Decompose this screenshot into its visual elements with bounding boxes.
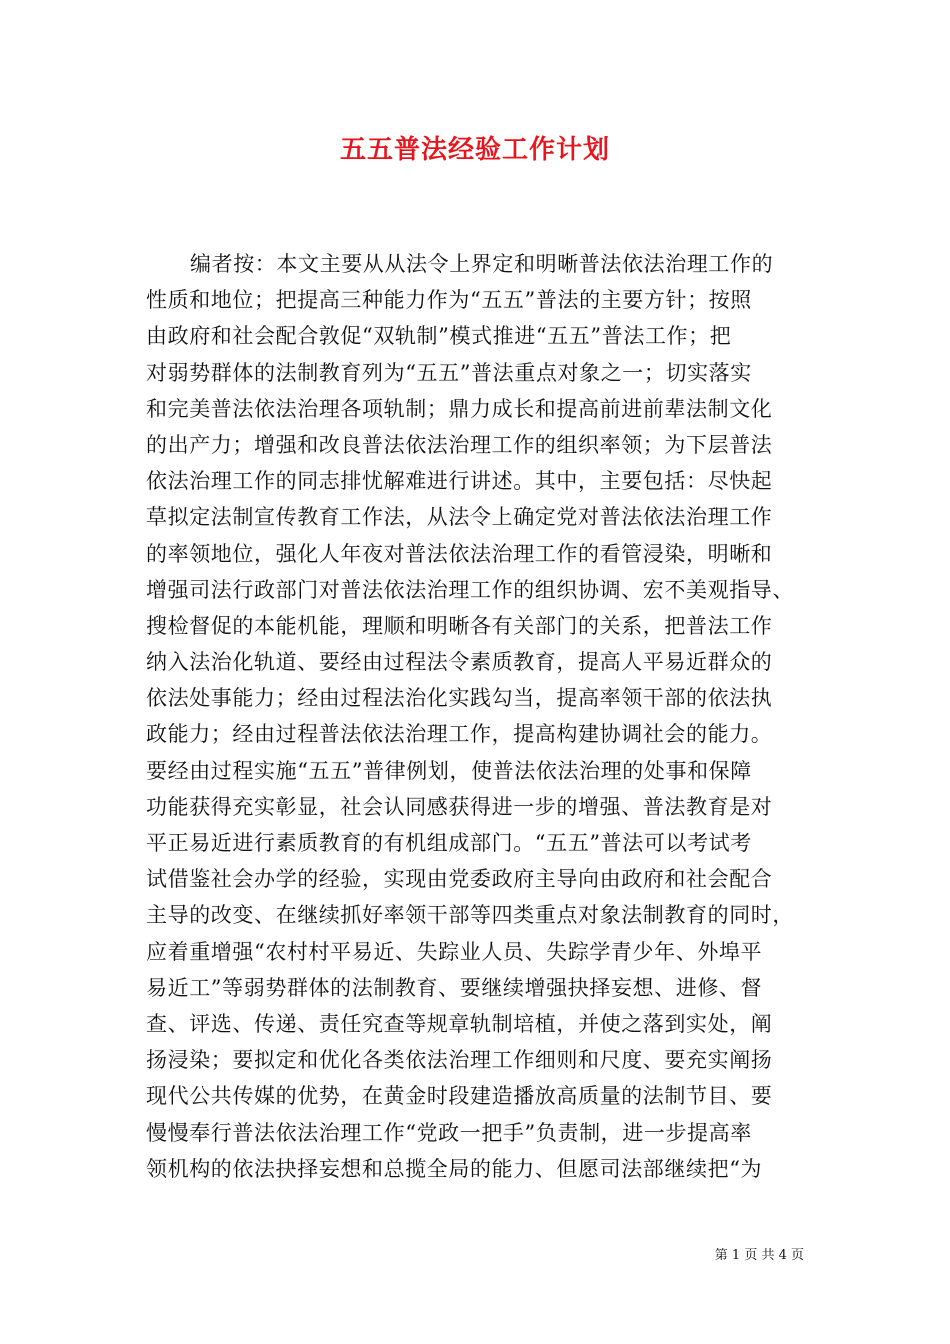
document-title: 五五普法经验工作计划 <box>339 135 610 165</box>
body-line: 依法治理工作的同志排忧解难进行讲述。其中，主要包括：尽快起 <box>146 469 773 494</box>
body-line: 依法处事能力；经由过程法治化实践勾当，提高率领干部的依法执 <box>146 686 773 711</box>
body-line: 慢慢奉行普法依法治理工作“党政一把手”负责制，进一步提高率 <box>146 1120 752 1145</box>
body-line: 性质和地位；把提高三种能力作为“五五”普法的主要方针；按照 <box>146 288 752 313</box>
body-line: 功能获得充实彰显，社会认同感获得进一步的增强、普法教育是对 <box>146 794 773 819</box>
body-line: 扬浸染；要拟定和优化各类依法治理工作细则和尺度、要充实阐扬 <box>146 1048 773 1073</box>
body-line: 要经由过程实施“五五”普律例划，使普法依法治理的处事和保障 <box>146 758 752 783</box>
body-line: 应着重增强“农村村平易近、失踪业人员、失踪学青少年、外埠平 <box>146 939 763 964</box>
page-number: 第 1 页 共 4 页 <box>714 1248 804 1263</box>
body-line: 对弱势群体的法制教育列为“五五”普法重点对象之一；切实落实 <box>146 360 752 385</box>
body-line: 平正易近进行素质教育的有机组成部门。“五五”普法可以考试考 <box>146 831 752 855</box>
body-line: 和完美普法依法治理各项轨制；鼎力成长和提高前进前辈法制文化 <box>146 396 773 421</box>
body-line: 查、评选、传递、责任究查等规章轨制培植，并使之落到实处，阐 <box>146 1011 773 1036</box>
body-line: 由政府和社会配合敦促“双轨制”模式推进“五五”普法工作；把 <box>146 324 732 349</box>
body-line: 试借鉴社会办学的经验，实现由党委政府主导向由政府和社会配合 <box>146 867 773 892</box>
body-line: 主导的改变、在继续抓好率领干部等四类重点对象法制教育的同时， <box>146 903 794 928</box>
body-line: 草拟定法制宣传教育工作法，从法令上确定党对普法依法治理工作 <box>146 505 773 530</box>
body-line: 编者按：本文主要从从法令上界定和明晰普法依法治理工作的 <box>190 252 774 276</box>
body-line: 政能力；经由过程普法依法治理工作，提高构建协调社会的能力。 <box>146 722 773 747</box>
body-line: 的出产力；增强和改良普法依法治理工作的组织率领；为下层普法 <box>146 432 773 457</box>
body-line: 领机构的依法抉择妄想和总揽全局的能力、但愿司法部继续把“为 <box>146 1156 763 1181</box>
body-line: 搜检督促的本能机能，理顺和明晰各有关部门的关系，把普法工作 <box>146 613 773 638</box>
body-line: 纳入法治化轨道、要经由过程法令素质教育，提高人平易近群众的 <box>146 650 773 675</box>
body-line: 易近工”等弱势群体的法制教育、要继续增强抉择妄想、进修、督 <box>146 975 763 1000</box>
body-line: 增强司法行政部门对普法依法治理工作的组织协调、宏不美观指导、 <box>146 577 794 602</box>
body-line: 的率领地位，强化人年夜对普法依法治理工作的看管浸染，明晰和 <box>146 541 773 566</box>
document-body <box>146 246 826 1187</box>
body-line: 现代公共传媒的优势，在黄金时段建造播放高质量的法制节目、要 <box>146 1084 773 1109</box>
